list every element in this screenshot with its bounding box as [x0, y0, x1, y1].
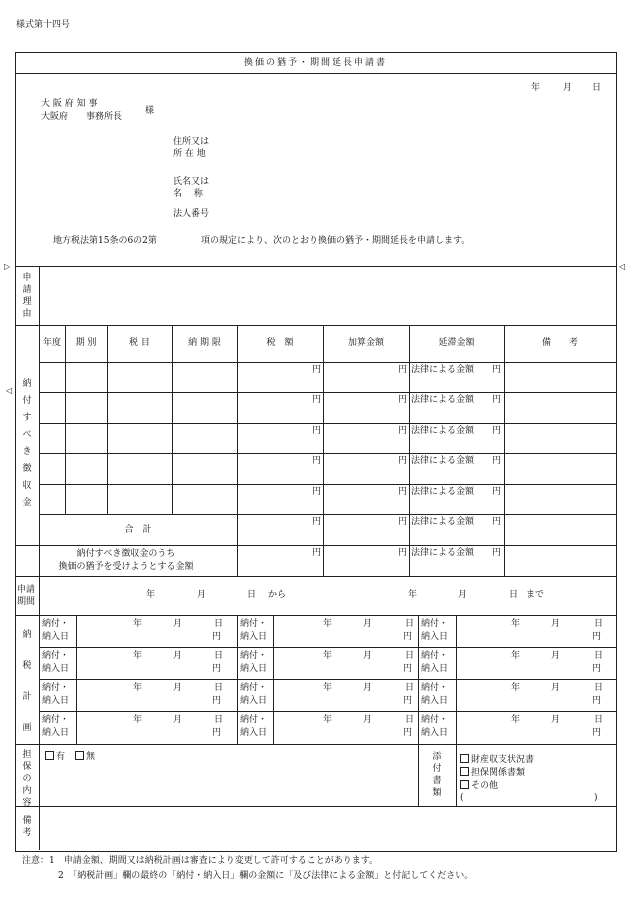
period-from-year: 年 — [146, 590, 156, 600]
yen-unit: 円 — [398, 548, 408, 558]
period-to-year: 年 — [408, 590, 418, 600]
collateral-label: 担保の内容 — [22, 750, 32, 808]
plan-date-label: 納入日 — [421, 728, 449, 738]
amount-section-label: 納付すべき徴収金 — [22, 379, 32, 508]
plan-date-label: 納入日 — [42, 728, 70, 738]
attachment-collateral-checkbox[interactable] — [460, 767, 525, 779]
header-additional-amount: 加算金額 — [347, 338, 384, 348]
header-remarks: 備 考 — [541, 338, 578, 348]
yen-unit: 円 — [492, 365, 502, 375]
plan-yen: 円 — [403, 696, 413, 706]
yen-unit: 円 — [312, 426, 322, 436]
header-tax-amount: 税 額 — [266, 338, 294, 348]
right-marker-icon: ◁ — [619, 262, 626, 271]
period-from-label: から — [268, 590, 287, 600]
yen-unit: 円 — [398, 517, 408, 527]
plan-date-label: 納付・ — [421, 683, 449, 693]
collateral-no-checkbox[interactable] — [75, 751, 95, 763]
plan-date-label: 納付・ — [42, 683, 70, 693]
reason-label: 申請理由 — [22, 273, 32, 319]
plan-year: 年 — [323, 683, 333, 693]
plan-day: 日 — [594, 619, 604, 629]
plan-day: 日 — [214, 619, 224, 629]
checkbox-icon — [75, 751, 84, 760]
yen-unit: 円 — [492, 426, 502, 436]
plan-day: 日 — [594, 651, 604, 661]
plan-day: 日 — [594, 715, 604, 725]
plan-year: 年 — [133, 651, 143, 661]
yen-unit: 円 — [492, 548, 502, 558]
plan-date-label: 納入日 — [42, 696, 70, 706]
checkbox-icon — [45, 751, 54, 760]
collateral-yes-checkbox[interactable] — [45, 751, 65, 763]
plan-day: 日 — [214, 683, 224, 693]
plan-date-label: 納入日 — [421, 696, 449, 706]
plan-month: 月 — [363, 619, 373, 629]
plan-year: 年 — [511, 683, 521, 693]
yen-unit: 円 — [398, 365, 408, 375]
plan-date-label: 納付・ — [42, 619, 70, 629]
plan-date-label: 納付・ — [421, 651, 449, 661]
plan-yen: 円 — [403, 728, 413, 738]
plan-yen: 円 — [592, 696, 602, 706]
name-label: 氏名又は — [173, 177, 210, 187]
name-label-2: 名 称 — [173, 189, 203, 199]
plan-yen: 円 — [403, 632, 413, 642]
plan-day: 日 — [405, 619, 415, 629]
period-until-label: まで — [526, 590, 545, 600]
plan-date-label: 納付・ — [240, 715, 268, 725]
plan-date-label: 納入日 — [240, 632, 268, 642]
corporate-number-label: 法人番号 — [173, 209, 210, 219]
plan-month: 月 — [173, 683, 183, 693]
attachment-collateral-label: 担保関係書類 — [471, 768, 526, 778]
remarks-label: 備考 — [22, 816, 32, 838]
date-month-label: 月 — [563, 83, 573, 93]
plan-month: 月 — [363, 683, 373, 693]
plan-date-label: 納付・ — [240, 651, 268, 661]
yen-unit: 円 — [312, 517, 322, 527]
yen-unit: 円 — [492, 517, 502, 527]
yen-unit: 円 — [398, 456, 408, 466]
plan-year: 年 — [133, 619, 143, 629]
plan-month: 月 — [363, 651, 373, 661]
plan-date-label: 納付・ — [42, 651, 70, 661]
plan-month: 月 — [173, 651, 183, 661]
form-title: 換価の猶予・期間延長申請書 — [243, 58, 387, 68]
attachment-finance-label: 財産収支状況書 — [471, 755, 535, 765]
addressee-honorific: 様 — [145, 106, 155, 116]
legal-amount-label: 法律による金額 — [411, 548, 475, 558]
plan-label: 納税計画 — [22, 630, 32, 733]
plan-yen: 円 — [592, 728, 602, 738]
attachment-other-paren-open: ( — [460, 793, 464, 803]
plan-date-label: 納入日 — [421, 664, 449, 674]
plan-day: 日 — [214, 715, 224, 725]
plan-year: 年 — [133, 683, 143, 693]
plan-day: 日 — [214, 651, 224, 661]
header-tax-item: 税 目 — [129, 338, 150, 348]
yen-unit: 円 — [312, 365, 322, 375]
plan-date-label: 納入日 — [42, 664, 70, 674]
left-marker-icon: ▷ — [4, 262, 11, 271]
note-2: 2 「納税計画」欄の最終の「納付・納入日」欄の金額に「及び法律による金額」と付記してください。 — [58, 871, 474, 881]
date-year-label: 年 — [531, 83, 541, 93]
attachment-other-checkbox[interactable] — [460, 780, 498, 792]
plan-day: 日 — [594, 683, 604, 693]
legal-amount-label: 法律による金額 — [411, 395, 475, 405]
period-from-day: 日 — [247, 590, 257, 600]
yen-unit: 円 — [312, 487, 322, 497]
period-to-month: 月 — [458, 590, 468, 600]
plan-yen: 円 — [212, 696, 222, 706]
plan-date-label: 納入日 — [240, 664, 268, 674]
legal-amount-label: 法律による金額 — [411, 487, 475, 497]
plan-date-label: 納付・ — [240, 683, 268, 693]
plan-year: 年 — [323, 651, 333, 661]
form-number: 様式第十四号 — [16, 20, 71, 30]
statement-suffix: 項の規定により、次のとおり換価の猶予・期間延長を申請します。 — [201, 236, 471, 246]
plan-day: 日 — [405, 715, 415, 725]
legal-amount-label: 法律による金額 — [411, 365, 475, 375]
plan-date-label: 納入日 — [240, 696, 268, 706]
period-label: 申請期間 — [17, 585, 36, 607]
plan-date-label: 納付・ — [240, 619, 268, 629]
header-period: 期 別 — [75, 338, 97, 348]
plan-date-label: 納入日 — [42, 632, 70, 642]
note-1: 注意：1 申請金額、期間又は納税計画は審査により変更して許可することがあります。 — [22, 856, 379, 866]
plan-date-label: 納付・ — [42, 715, 70, 725]
plan-yen: 円 — [592, 664, 602, 674]
plan-date-label: 納入日 — [421, 632, 449, 642]
yen-unit: 円 — [492, 395, 502, 405]
plan-year: 年 — [133, 715, 143, 725]
period-from-month: 月 — [197, 590, 207, 600]
plan-day: 日 — [405, 651, 415, 661]
yen-unit: 円 — [312, 395, 322, 405]
plan-month: 月 — [173, 619, 183, 629]
attachment-other-paren-close: ) — [594, 793, 598, 803]
plan-month: 月 — [551, 619, 561, 629]
form-frame — [15, 52, 617, 852]
checkbox-icon — [460, 767, 469, 776]
period-to-day: 日 — [509, 590, 519, 600]
plan-yen: 円 — [212, 632, 222, 642]
plan-month: 月 — [551, 715, 561, 725]
checkbox-icon — [460, 780, 469, 789]
plan-date-label: 納付・ — [421, 715, 449, 725]
plan-yen: 円 — [212, 664, 222, 674]
checkbox-icon — [460, 754, 469, 763]
addressee-governor: 大 阪 府 知 事 — [41, 99, 98, 109]
plan-yen: 円 — [212, 728, 222, 738]
mid-marker-icon: ◁ — [6, 386, 13, 395]
yen-unit: 円 — [398, 395, 408, 405]
collateral-yes-label: 有 — [56, 752, 66, 762]
attachments-label: 添付書類 — [432, 752, 442, 798]
plan-month: 月 — [363, 715, 373, 725]
plan-year: 年 — [323, 715, 333, 725]
plan-yen: 円 — [403, 664, 413, 674]
legal-amount-label: 法律による金額 — [411, 426, 475, 436]
yen-unit: 円 — [312, 548, 322, 558]
header-fiscal-year: 年度 — [42, 338, 61, 348]
plan-date-label: 納入日 — [240, 728, 268, 738]
plan-year: 年 — [323, 619, 333, 629]
plan-yen: 円 — [592, 632, 602, 642]
requested-amount-label-2: 換価の猶予を受けようとする金額 — [58, 562, 194, 572]
plan-month: 月 — [551, 651, 561, 661]
plan-day: 日 — [405, 683, 415, 693]
plan-month: 月 — [551, 683, 561, 693]
attachment-finance-checkbox[interactable] — [460, 754, 534, 766]
legal-amount-label: 法律による金額 — [411, 517, 475, 527]
addressee-office: 大阪府 事務所長 — [41, 112, 123, 122]
total-label: 合 計 — [124, 525, 152, 535]
yen-unit: 円 — [492, 456, 502, 466]
plan-month: 月 — [173, 715, 183, 725]
header-due-date: 納 期 限 — [188, 338, 221, 348]
attachment-other-label: その他 — [471, 781, 499, 791]
plan-year: 年 — [511, 715, 521, 725]
plan-year: 年 — [511, 619, 521, 629]
plan-date-label: 納付・ — [421, 619, 449, 629]
header-delinquency-amount: 延滞金額 — [438, 338, 475, 348]
plan-year: 年 — [511, 651, 521, 661]
collateral-no-label: 無 — [86, 752, 96, 762]
date-day-label: 日 — [592, 83, 602, 93]
yen-unit: 円 — [398, 487, 408, 497]
requested-amount-label: 納付すべき徴収金のうち — [76, 549, 176, 559]
address-label: 住所又は — [173, 137, 210, 147]
statement-prefix: 地方税法第15条の6の2第 — [53, 236, 157, 246]
address-label-2: 所 在 地 — [173, 149, 206, 159]
yen-unit: 円 — [398, 426, 408, 436]
legal-amount-label: 法律による金額 — [411, 456, 475, 466]
yen-unit: 円 — [312, 456, 322, 466]
yen-unit: 円 — [492, 487, 502, 497]
